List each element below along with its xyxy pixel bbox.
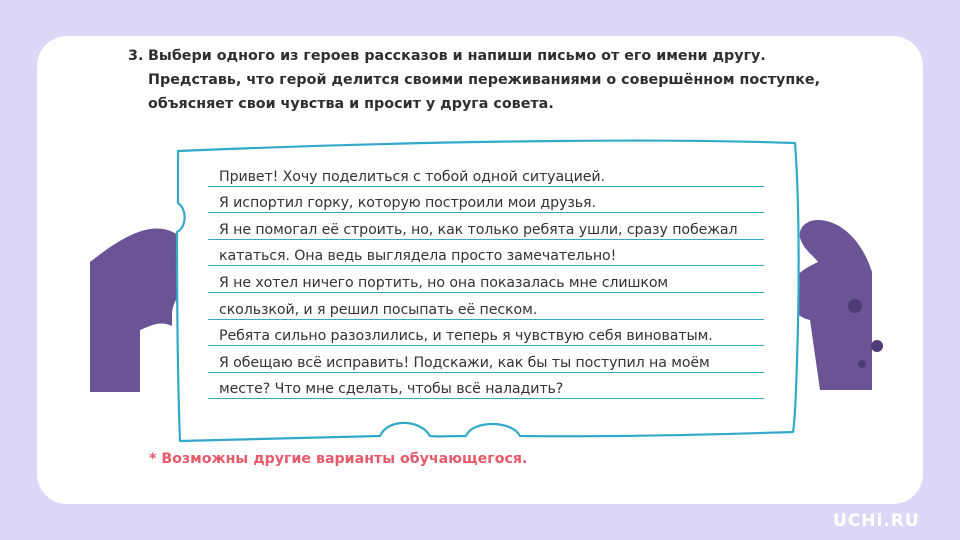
task-line: объясняет свои чувства и просит у друга совета. (148, 96, 554, 112)
letter-lines (208, 160, 764, 399)
left-hand-illustration (90, 229, 190, 392)
hand-dot (858, 360, 866, 368)
letter-line (208, 160, 764, 187)
letter-line-text: Я обещаю всё исправить! Подскажи, как бы ты поступил на моём (219, 354, 710, 371)
letter-line-text: месте? Что мне сделать, чтобы всё наладить? (219, 381, 564, 398)
letter-line-text: Я не помогал её строить, но, как только ребята ушли, сразу побежал (219, 221, 738, 238)
letter-line-text: кататься. Она ведь выглядела просто замечательно! (219, 248, 617, 265)
letter-line (208, 240, 764, 267)
hand-dot (871, 340, 883, 352)
letter-line (208, 320, 764, 347)
hand-dot (848, 299, 862, 313)
letter-line-text: Ребята сильно разозлились, и теперь я чувствую себя виноватым. (219, 328, 713, 345)
letter-line-text: Привет! Хочу поделиться с тобой одной ситуацией. (219, 168, 605, 185)
letter-line-text: Я испортил горку, которую построили мои друзья. (219, 195, 596, 212)
task-line: Выбери одного из героев рассказов и напиши письмо от его имени другу. (148, 48, 766, 64)
task-line: Представь, что герой делится своими переживаниями о совершённом поступке, (148, 72, 821, 88)
footnote: * Возможны другие варианты обучающегося. (149, 451, 528, 467)
letter-line (208, 187, 764, 214)
letter-line-text: Я не хотел ничего портить, но она показалась мне слишком (219, 274, 669, 291)
letter-line (208, 213, 764, 240)
letter-line (208, 373, 764, 400)
brand-logo: UCHi.RU (833, 511, 920, 531)
letter-line-text: скользкой, и я решил посыпать её песком. (219, 301, 538, 318)
task-number: 3. (128, 48, 144, 64)
letter-line (208, 266, 764, 293)
letter-line (208, 293, 764, 320)
letter-line (208, 346, 764, 373)
